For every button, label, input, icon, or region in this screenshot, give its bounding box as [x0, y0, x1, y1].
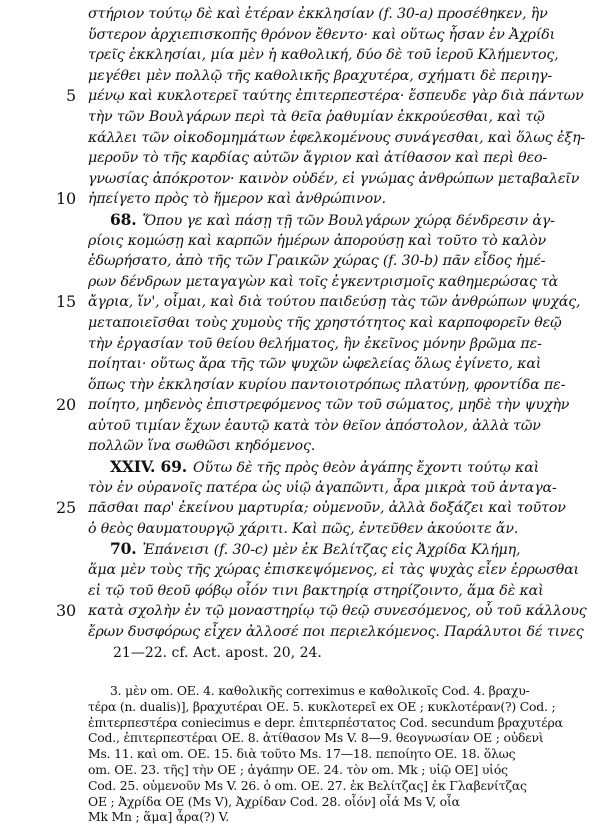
line-text: πᾶσθαι παρ' ἐκείνου μαρτυρία; οὐμενοῦν, ἀλλὰ δοξάζει καὶ τοῦτον [88, 500, 566, 517]
line-text: μεγέθει μὲν πολλῷ τῆς καθολικῆς βραχυτέρα, σχήματι δὲ περιηγ- [88, 67, 553, 84]
line-text: μεταποιεῖσθαι τοὺς χυμοὺς τῆς χρηστότητος καὶ καρποφορεῖν θεῷ [88, 314, 562, 331]
text-line [88, 210, 598, 231]
text-line [88, 169, 598, 190]
text-line [88, 375, 598, 396]
text-line [88, 416, 598, 437]
line-text: ὕστερον ἀρχιεπισκοπῆς θρόνον ἔθεντο· καὶ οὕτως ἦσαν ἐν Ἀχρίδι [88, 26, 556, 43]
line-text: μεροῦν τὸ τῆς καρδίας αὐτῶν ἄγριον καὶ ἀτίθασον καὶ περὶ θεο- [88, 150, 548, 167]
text-line [88, 436, 598, 457]
line-text: κάλλει τῶν οἰκοδομημάτων ἐφελκομένους συνάγεσθαι, καὶ ὅλως ἐξη- [88, 129, 586, 146]
line-text: αὐτοῦ τιμίαν ἔχων ἑαυτῷ κατὰ τὸν θεῖον ἀπόστολον, ἀλλὰ τῶν [88, 417, 541, 434]
text-line [88, 107, 598, 128]
line-text: Οὕτω δὲ τῆς πρὸς θεὸν ἀγάπης ἔχοντι τούτῳ καὶ [193, 460, 540, 477]
line-text: ἔρων δυσφόρως εἶχεν ἀλλοσέ ποι περιελκόμενος. Παράλυτοι δέ τινες [88, 623, 584, 640]
apparatus-line: om. OE. 23. τῆς] τὴν OE ; ἀγάπην OE. 24. τὸν om. Mk ; υἱῷ OE] υἱός [88, 761, 508, 777]
chapter-number: XXIV. 69. [110, 457, 188, 477]
text-line [88, 231, 598, 252]
text-line [88, 313, 598, 334]
line-text: τὸν ἐν οὐρανοῖς πατέρα ὡς υἱῷ ἀγαπῶντι, ἆρα μικρὰ τοῦ ἀνταγα- [88, 479, 557, 496]
text-line [88, 66, 598, 87]
line-text: Ὅπου γε καὶ πάσῃ τῇ τῶν Βουλγάρων χώρᾳ δένδρεσιν ἀγ- [142, 212, 555, 229]
text-line [88, 581, 598, 602]
text-line [88, 148, 598, 169]
text-line [55, 601, 598, 622]
text-line [88, 4, 598, 25]
line-text: Ἐπάνεισι (f. 30-c) μὲν ἐκ Βελίτζας εἰς Ἀχρίδα Κλήμη, [142, 542, 521, 559]
line-text: ὁ θεὸς θαυματουργῷ χάριτι. Καὶ πῶς, ἐντεῦθεν ἀκούοιτε ἄν. [88, 520, 519, 537]
apparatus-line: Ms. 11. καὶ om. OE. 15. διὰ τοῦτο Ms. 17—18. πεποίητο OE. 18. ὅλως [88, 746, 516, 762]
text-line [88, 251, 598, 272]
biblical-references: 21—22. cf. Act. apost. 20, 24. [113, 645, 322, 661]
line-text: ἠπείγετο πρὸς τὸ ἥμερον καὶ ἀνθρώπινον. [88, 191, 386, 208]
apparatus-line: Cod., ἐπιτερπεστέραι OE. 8. ἀτίθασον Ms V. 8—9. θεογνωσίαν OE ; οὐδενὶ [88, 730, 544, 746]
line-text: ἅμα μὲν τοὺς τῆς χώρας ἐπισκεψόμενος, εἰ τὰς ψυχὰς εἶεν ἐρρωσθαι [88, 562, 579, 579]
text-line [55, 292, 598, 313]
line-text: κατὰ σχολὴν ἐν τῷ μοναστηρίῳ τῷ θεῷ συνεσόμενος, οὗ τοῦ κάλλους [88, 603, 587, 620]
line-text: εἰ τῷ τοῦ θεοῦ φόβῳ οἷόν τινι βακτηρίᾳ στηρίζοιντο, ἅμα δὲ καὶ [88, 582, 544, 599]
line-text: τὴν τῶν Βουλγάρων περὶ τὰ θεῖα ῥαθυμίαν ἐκκρούεσθαι, καὶ τῷ [88, 108, 545, 125]
line-text: ἐδωρήσατο, ἀπὸ τῆς τῶν Γραικῶν χώρας (f. 30-b) πᾶν εἶδος ἡμέ- [88, 253, 546, 270]
text-line [88, 622, 598, 643]
text-line [88, 560, 598, 581]
line-number: 25 [55, 498, 76, 518]
line-text: ρων δένδρων μεταγαγὼν καὶ τοῖς ἐγκεντρισμοῖς καθημερώσας τὰ [88, 273, 559, 290]
chapter-number: 70. [110, 539, 137, 559]
line-text: ὅπως τὴν ἐκκλησίαν κυρίου παντοιοτρόπως πλατύνῃ, φροντίδα πε- [88, 376, 566, 393]
line-text: τὴν ἐργασίαν τοῦ θείου θελήματος, ἣν ἐκεῖνος μόνην βρῶμα πε- [88, 335, 542, 352]
line-number: 30 [55, 601, 76, 621]
line-text: πολλῶν ἵνα σωθῶσι κηδόμενος. [88, 438, 316, 455]
line-text: στήριον τούτῳ δὲ καὶ ἑτέραν ἐκκλησίαν (f. 30-a) προσέθηκεν, ἣν [88, 6, 548, 22]
text-line [88, 478, 598, 499]
text-line [88, 539, 598, 560]
text-line [88, 457, 598, 478]
text-line [88, 334, 598, 355]
critical-apparatus [88, 683, 588, 825]
line-text: μένῳ καὶ κυκλοτερεῖ ταύτης ἐπιτερπεστέρα· ἔσπευδε γὰρ διὰ πάντων [88, 88, 584, 105]
line-text: ἄγρια, ἵν', οἶμαι, καὶ διὰ τούτου παιδεύσῃ τὰς τῶν ἀνθρώπων ψυχάς, [88, 294, 581, 311]
apparatus-line: 3. μὲν om. OE. 4. καθολικῆς correximus e καθολικοῖς Cod. 4. βραχυ- [110, 683, 530, 698]
text-line [88, 128, 598, 149]
text-line [88, 519, 598, 540]
apparatus-line: Cod. 25. οὐμενοῦν Ms V. 26. ὁ om. OE. 27. ἐκ Βελίτζας] ἐκ Γλαβενίτζας [88, 777, 527, 793]
text-line [88, 272, 598, 293]
line-number: 15 [55, 292, 76, 312]
apparatus-line: τέρα (n. dualis)], βραχυτέραι OE. 5. κυκλοτερεῖ ex OE ; κυκλοτέραν(?) Cod. ; [88, 698, 556, 714]
line-number: 10 [55, 189, 76, 209]
line-number: 5 [65, 86, 76, 106]
apparatus-line: OE ; Ἀχρίδα OE (Ms V), Ἀχρίδαν Cod. 28. οἷόν] οἷά Ms V, οἷα [88, 793, 460, 809]
line-text: γνωσίας ἀπόκροτον· καινὸν οὐδέν, εἰ γνώμας ἀνθρώπων μεταβαλεῖν [88, 170, 580, 187]
text-line [65, 86, 598, 107]
text-line [88, 25, 598, 46]
line-number: 20 [55, 395, 76, 415]
line-text: ποίητο, μηδενὸς ἐπιστρεφόμενος τῶν τοῦ σώματος, μηδὲ τὴν ψυχὴν [88, 397, 570, 414]
text-line [55, 189, 598, 210]
line-text: τρεῖς ἐκκλησίαι, μία μὲν ἡ καθολική, δύο δὲ τοῦ ἱεροῦ Κλήμεντος, [88, 47, 559, 64]
line-text: ποίηται· οὕτως ἄρα τῆς τῶν ψυχῶν ὠφελείας ὅλως ἐγίνετο, καὶ [88, 356, 542, 373]
text-line [55, 395, 598, 416]
main-text-block [55, 4, 598, 642]
text-line [55, 498, 598, 519]
text-line [88, 45, 598, 66]
apparatus-line: ἐπιτερπεστέρα coniecimus e depr. ἐπιτερπέστατος Cod. secundum βραχυτέρα [88, 714, 563, 730]
line-text: ρίοις κομώσῃ καὶ καρπῶν ἡμέρων ἀπορούσῃ καὶ τοῦτο τὸ καλὸν [88, 232, 547, 249]
text-line [88, 354, 598, 375]
apparatus-line: Mk Mn ; ἅμα] ἆρα(?) V. [88, 809, 230, 825]
chapter-number: 68. [110, 209, 137, 229]
